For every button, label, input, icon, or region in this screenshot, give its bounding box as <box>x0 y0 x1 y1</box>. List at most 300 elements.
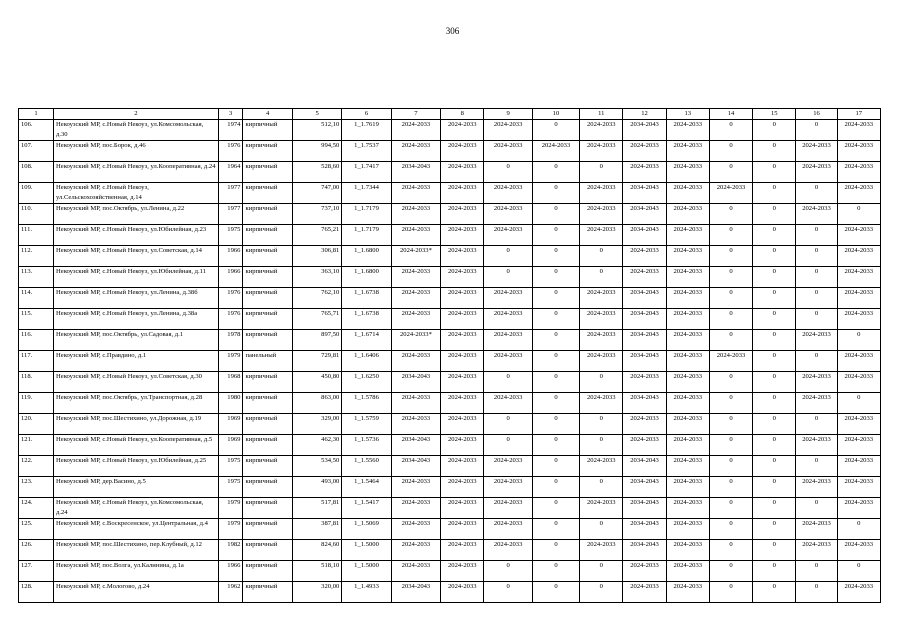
row-number: 127. <box>19 561 54 582</box>
table-cell: 2024-2033 <box>484 120 532 141</box>
table-cell: 493,00 <box>292 477 341 498</box>
table-cell: 387,81 <box>292 519 341 540</box>
table-cell: кирпичный <box>243 498 292 519</box>
table-cell: 2024-2033 <box>666 288 709 309</box>
table-cell: 2024-2033 <box>441 393 484 414</box>
row-number: 126. <box>19 540 54 561</box>
table-cell: 2024-2033 <box>441 561 484 582</box>
table-cell: 0 <box>753 120 796 141</box>
table-cell: 2024-2033 <box>441 477 484 498</box>
table-cell: 2034-2043 <box>623 120 666 141</box>
table-cell: 2024-2033 <box>666 120 709 141</box>
table-cell: 2024-2033 <box>796 162 837 183</box>
table-cell: 0 <box>753 183 796 204</box>
table-cell: 2024-2033 <box>666 456 709 477</box>
address-cell: Некоузский МР, пос.Октябрь, ул.Садовая, д.1 <box>54 330 219 351</box>
table-cell: 2034-2043 <box>623 351 666 372</box>
table-row <box>19 162 881 183</box>
table-cell: 1_1.6714 <box>342 330 391 351</box>
table-cell: кирпичный <box>243 120 292 141</box>
table-cell: 0 <box>532 309 579 330</box>
table-cell: 0 <box>796 561 837 582</box>
table-cell: 2024-2033 <box>484 225 532 246</box>
table-row <box>19 456 881 477</box>
table-cell: 2024-2033 <box>441 267 484 288</box>
table-cell: 0 <box>484 372 532 393</box>
table-cell: 1_1.6250 <box>342 372 391 393</box>
table-cell: 2024-2033 <box>484 456 532 477</box>
table-cell: 2024-2033 <box>837 183 880 204</box>
table-cell: 2024-2033 <box>441 246 484 267</box>
table-cell: кирпичный <box>243 540 292 561</box>
table-cell: 0 <box>753 267 796 288</box>
table-cell: 2024-2033 <box>391 288 440 309</box>
table-cell: 0 <box>753 372 796 393</box>
table-cell: 2024-2033 <box>666 246 709 267</box>
address-cell: Некоузский МР, с.Новый Некоуз, ул.Юбилейная, д.11 <box>54 267 219 288</box>
table-cell: 0 <box>709 519 752 540</box>
table-row <box>19 540 881 561</box>
table-cell: 1966 <box>218 561 243 582</box>
table-cell: 2024-2033 <box>484 477 532 498</box>
table-cell: 0 <box>532 267 579 288</box>
table-row <box>19 498 881 519</box>
column-header-1: 1 <box>19 109 54 120</box>
table-cell: 2024-2033 <box>837 477 880 498</box>
table-cell: 1_1.7417 <box>342 162 391 183</box>
table-row <box>19 435 881 456</box>
table-cell: 2024-2033 <box>666 183 709 204</box>
table-cell: 2024-2033 <box>666 204 709 225</box>
row-number: 108. <box>19 162 54 183</box>
table-cell: 0 <box>709 288 752 309</box>
table-cell: 0 <box>709 330 752 351</box>
table-cell: 2024-2033 <box>441 519 484 540</box>
column-header-row <box>19 109 881 120</box>
table-cell: 0 <box>532 498 579 519</box>
table-cell: 2024-2033 <box>484 351 532 372</box>
table-cell: 2024-2033 <box>484 288 532 309</box>
row-number: 114. <box>19 288 54 309</box>
table-cell: кирпичный <box>243 414 292 435</box>
table-cell: 0 <box>753 540 796 561</box>
table-cell: 2024-2033 <box>484 204 532 225</box>
table-cell: 2024-2033 <box>580 540 623 561</box>
table-cell: 0 <box>753 288 796 309</box>
table-cell: 0 <box>532 120 579 141</box>
table-cell: 0 <box>796 456 837 477</box>
table-cell: 2024-2033 <box>580 183 623 204</box>
table-cell: 2024-2033 <box>391 267 440 288</box>
table-cell: 1969 <box>218 414 243 435</box>
table-cell: 2024-2033 <box>796 393 837 414</box>
table-cell: 2024-2033 <box>837 267 880 288</box>
table-cell: 2024-2033 <box>837 540 880 561</box>
column-header-16: 16 <box>796 109 837 120</box>
row-number: 110. <box>19 204 54 225</box>
table-cell: 2024-2033 <box>796 330 837 351</box>
table-cell: 2024-2033 <box>441 435 484 456</box>
table-cell: 0 <box>796 183 837 204</box>
table-cell: 0 <box>532 582 579 603</box>
address-cell: Некоузский МР, дер.Васино, д.5 <box>54 477 219 498</box>
address-cell: Некоузский МР, с.Новый Некоуз, ул.Комсомольская, д.30 <box>54 120 219 141</box>
table-row <box>19 372 881 393</box>
table-cell: 1982 <box>218 540 243 561</box>
table-cell: 2024-2033 <box>391 393 440 414</box>
table-cell: 0 <box>532 435 579 456</box>
table-cell: 729,81 <box>292 351 341 372</box>
table-cell: 0 <box>709 435 752 456</box>
table-cell: 0 <box>580 267 623 288</box>
table-cell: 0 <box>796 582 837 603</box>
column-header-15: 15 <box>753 109 796 120</box>
table-cell: 363,10 <box>292 267 341 288</box>
table-cell: 0 <box>532 561 579 582</box>
table-cell: 1_1.5736 <box>342 435 391 456</box>
table-cell: кирпичный <box>243 372 292 393</box>
table-cell: 1_1.5786 <box>342 393 391 414</box>
table-cell: 1_1.5759 <box>342 414 391 435</box>
address-cell: Некоузский МР, с.Новый Некоуз, ул.Советская, д.14 <box>54 246 219 267</box>
table-cell: 2024-2033 <box>484 498 532 519</box>
table-cell: 0 <box>753 393 796 414</box>
table-cell: 2024-2033 <box>441 372 484 393</box>
column-header-3: 3 <box>218 109 243 120</box>
table-cell: 0 <box>796 246 837 267</box>
table-cell: кирпичный <box>243 435 292 456</box>
table-cell: 517,81 <box>292 498 341 519</box>
table-row <box>19 246 881 267</box>
table-cell: 2024-2033 <box>484 519 532 540</box>
address-cell: Некоузский МР, с.Новый Некоуз, ул.Кооперативная, д.5 <box>54 435 219 456</box>
table-cell: 2024-2033 <box>837 456 880 477</box>
table-cell: 2034-2043 <box>391 162 440 183</box>
table-cell: 0 <box>753 477 796 498</box>
table-cell: 2024-2033 <box>796 204 837 225</box>
column-header-9: 9 <box>484 109 532 120</box>
table-cell: 2024-2033 <box>666 582 709 603</box>
table-cell: 462,30 <box>292 435 341 456</box>
table-cell: 0 <box>532 393 579 414</box>
table-cell: 0 <box>484 162 532 183</box>
table-cell: 1969 <box>218 435 243 456</box>
table-cell: 2024-2033 <box>796 141 837 162</box>
table-cell: 2024-2033 <box>580 309 623 330</box>
address-cell: Некоузский МР, с.Новый Некоуз, ул.Кооперативная, д.24 <box>54 162 219 183</box>
table-cell: 1_1.5000 <box>342 540 391 561</box>
table-cell: 2034-2043 <box>391 372 440 393</box>
table-cell: 0 <box>796 225 837 246</box>
table-row <box>19 519 881 540</box>
table-cell: 1_1.7344 <box>342 183 391 204</box>
table-cell: 0 <box>796 288 837 309</box>
table-cell: 2024-2033 <box>391 519 440 540</box>
table-cell: 2024-2033 <box>580 351 623 372</box>
table-cell: кирпичный <box>243 477 292 498</box>
table-cell: 0 <box>532 372 579 393</box>
table-cell: 824,60 <box>292 540 341 561</box>
table-cell: кирпичный <box>243 330 292 351</box>
table-cell: 2034-2043 <box>623 477 666 498</box>
table-cell: 0 <box>532 225 579 246</box>
table-cell: 2034-2043 <box>623 183 666 204</box>
table-cell: 0 <box>532 288 579 309</box>
address-cell: Некоузский МР, с.Новый Некоуз, ул.Советская, д.30 <box>54 372 219 393</box>
table-cell: 0 <box>709 582 752 603</box>
address-cell: Некоузский МР, пос.Волга, ул.Калинина, д.1а <box>54 561 219 582</box>
table-cell: 2024-2033 <box>837 435 880 456</box>
table-cell: 2024-2033 <box>666 162 709 183</box>
address-cell: Некоузский МР, пос.Борок, д.46 <box>54 141 219 162</box>
table-row <box>19 267 881 288</box>
column-header-14: 14 <box>709 109 752 120</box>
table-cell: 0 <box>709 246 752 267</box>
table-cell: 0 <box>837 330 880 351</box>
table-cell: 2024-2033 <box>623 561 666 582</box>
column-header-8: 8 <box>441 109 484 120</box>
table-cell: 1976 <box>218 309 243 330</box>
table-cell: кирпичный <box>243 288 292 309</box>
table-cell: 1979 <box>218 498 243 519</box>
table-cell: 2024-2033 <box>391 498 440 519</box>
table-cell: 0 <box>709 162 752 183</box>
table-cell: 1978 <box>218 330 243 351</box>
table-cell: 0 <box>580 246 623 267</box>
row-number: 117. <box>19 351 54 372</box>
row-number: 113. <box>19 267 54 288</box>
table-cell: кирпичный <box>243 246 292 267</box>
table-cell: 2024-2033 <box>837 141 880 162</box>
address-cell: Некоузский МР, с.Правдино, д.1 <box>54 351 219 372</box>
table-row <box>19 414 881 435</box>
table-cell: 2024-2033 <box>441 330 484 351</box>
address-cell: Некоузский МР, с.Воскресенское, ул.Центральная, д.4 <box>54 519 219 540</box>
table-cell: 1966 <box>218 267 243 288</box>
row-number: 124. <box>19 498 54 519</box>
table-cell: 2034-2043 <box>623 309 666 330</box>
table-cell: 2024-2033 <box>709 183 752 204</box>
table-cell: 1975 <box>218 225 243 246</box>
table-cell: 2024-2033 <box>441 120 484 141</box>
table-cell: 2034-2043 <box>623 519 666 540</box>
table-row <box>19 561 881 582</box>
row-number: 115. <box>19 309 54 330</box>
table-cell: 0 <box>709 498 752 519</box>
table-cell: 0 <box>753 246 796 267</box>
table-cell: 2024-2033 <box>666 414 709 435</box>
table-cell: 0 <box>753 330 796 351</box>
table-cell: 2034-2043 <box>623 456 666 477</box>
row-number: 112. <box>19 246 54 267</box>
table-cell: 2034-2043 <box>623 393 666 414</box>
table-cell: 0 <box>837 561 880 582</box>
table-cell: 2034-2043 <box>623 204 666 225</box>
column-header-4: 4 <box>243 109 292 120</box>
table-cell: 0 <box>753 162 796 183</box>
table-cell: 2034-2043 <box>623 330 666 351</box>
table-cell: 2024-2033 <box>666 498 709 519</box>
address-cell: Некоузский МР, с.Новый Некоуз, ул.Ленина, д.38б <box>54 288 219 309</box>
row-number: 125. <box>19 519 54 540</box>
table-cell: 2024-2033 <box>580 120 623 141</box>
table-cell: 0 <box>532 204 579 225</box>
table-cell: 0 <box>796 351 837 372</box>
table-cell: 2024-2033 <box>666 372 709 393</box>
table-cell: 2024-2033 <box>580 393 623 414</box>
table-cell: 2024-2033 <box>391 414 440 435</box>
table-cell: 2024-2033 <box>484 393 532 414</box>
table-cell: 2024-2033 <box>441 414 484 435</box>
row-number: 116. <box>19 330 54 351</box>
table-cell: 2024-2033 <box>666 267 709 288</box>
table-cell: 2024-2033 <box>837 225 880 246</box>
table-cell: 0 <box>753 351 796 372</box>
table-cell: 2034-2043 <box>623 225 666 246</box>
table-cell: 2024-2033 <box>580 498 623 519</box>
table-cell: 0 <box>580 582 623 603</box>
table-cell: 1_1.6406 <box>342 351 391 372</box>
address-cell: Некоузский МР, с.Новый Некоуз, ул.Юбилейная, д.23 <box>54 225 219 246</box>
address-cell: Некоузский МР, с.Новый Некоуз, ул.Ленина, д.38а <box>54 309 219 330</box>
table-cell: 0 <box>580 162 623 183</box>
table-cell: 1_1.6800 <box>342 267 391 288</box>
table-cell: 2024-2033 <box>580 204 623 225</box>
table-cell: 0 <box>484 246 532 267</box>
table-cell: 2024-2033 <box>837 414 880 435</box>
table-cell: 0 <box>753 456 796 477</box>
column-header-13: 13 <box>666 109 709 120</box>
table-cell: 0 <box>709 540 752 561</box>
row-number: 120. <box>19 414 54 435</box>
table-cell: 2024-2033 <box>666 330 709 351</box>
table-row <box>19 393 881 414</box>
table-cell: кирпичный <box>243 267 292 288</box>
table-cell: 2024-2033 <box>484 183 532 204</box>
table-cell: 0 <box>532 183 579 204</box>
page-number: 306 <box>445 26 460 36</box>
table-cell: 2024-2033 <box>441 540 484 561</box>
table-cell: 2024-2033 <box>796 477 837 498</box>
table-cell: 2024-2033 <box>441 141 484 162</box>
row-number: 106. <box>19 120 54 141</box>
address-cell: Некоузский МР, с.Новый Некоуз, ул.Юбилейная, д.25 <box>54 456 219 477</box>
table-cell: 863,00 <box>292 393 341 414</box>
table-cell: 897,50 <box>292 330 341 351</box>
table-cell: 2024-2033 <box>484 540 532 561</box>
table-cell: 2024-2033 <box>391 141 440 162</box>
table-cell: 0 <box>484 582 532 603</box>
table-cell: 534,50 <box>292 456 341 477</box>
table-cell: 1_1.7619 <box>342 120 391 141</box>
table-cell: 0 <box>532 162 579 183</box>
table-cell: 2024-2033 <box>441 456 484 477</box>
table-cell: 0 <box>709 561 752 582</box>
table-cell: 0 <box>709 456 752 477</box>
table-cell: 2024-2033 <box>666 393 709 414</box>
table-cell: 2024-2033 <box>391 477 440 498</box>
table-cell: 2024-2033 <box>623 582 666 603</box>
table-cell: 1962 <box>218 582 243 603</box>
table-cell: 0 <box>532 414 579 435</box>
table-cell: кирпичный <box>243 225 292 246</box>
table-cell: 1_1.6800 <box>342 246 391 267</box>
table-cell: 1_1.5417 <box>342 498 391 519</box>
table-cell: 0 <box>532 519 579 540</box>
column-header-2: 2 <box>54 109 219 120</box>
table-cell: 0 <box>753 414 796 435</box>
table-cell: 2024-2033 <box>837 309 880 330</box>
table-cell: 2024-2033 <box>580 141 623 162</box>
table-cell: 0 <box>709 393 752 414</box>
table-cell: 2024-2033 <box>666 351 709 372</box>
table-cell: 0 <box>532 330 579 351</box>
table-cell: 0 <box>580 435 623 456</box>
address-cell: Некоузский МР, с.Мологово, д.24 <box>54 582 219 603</box>
table-cell: 0 <box>484 414 532 435</box>
table-cell: 1_1.5464 <box>342 477 391 498</box>
table-cell: 2034-2043 <box>623 540 666 561</box>
table-cell: 747,00 <box>292 183 341 204</box>
table-cell: 2024-2033 <box>666 435 709 456</box>
table-cell: 2024-2033 <box>837 120 880 141</box>
column-header-5: 5 <box>292 109 341 120</box>
table-cell: 0 <box>709 309 752 330</box>
table-cell: 0 <box>753 519 796 540</box>
table-cell: 0 <box>532 351 579 372</box>
table-cell: 2024-2033 <box>623 162 666 183</box>
table-cell: 2024-2033 <box>837 351 880 372</box>
table-cell: 2034-2043 <box>623 498 666 519</box>
table-row <box>19 582 881 603</box>
column-header-6: 6 <box>342 109 391 120</box>
table-row <box>19 309 881 330</box>
table-cell: 2024-2033 <box>623 246 666 267</box>
table-cell: 2024-2033 <box>441 162 484 183</box>
table-cell: 1974 <box>218 120 243 141</box>
row-number: 123. <box>19 477 54 498</box>
column-header-17: 17 <box>837 109 880 120</box>
table-cell: 1_1.7537 <box>342 141 391 162</box>
table-cell: 0 <box>709 141 752 162</box>
table-cell: 0 <box>532 477 579 498</box>
table-cell: 1968 <box>218 372 243 393</box>
table-cell: 2024-2033 <box>441 351 484 372</box>
housing-table <box>18 108 881 603</box>
table-cell: 512,10 <box>292 120 341 141</box>
table-cell: 2024-2033 <box>623 435 666 456</box>
table-cell: 0 <box>580 519 623 540</box>
table-cell: 994,50 <box>292 141 341 162</box>
table-cell: 2034-2043 <box>391 435 440 456</box>
table-cell: кирпичный <box>243 582 292 603</box>
table-cell: 1_1.7179 <box>342 225 391 246</box>
table-cell: 2024-2033 <box>837 372 880 393</box>
table-cell: 2024-2033 <box>837 498 880 519</box>
table-cell: 2024-2033 <box>441 498 484 519</box>
table-cell: 2024-2033 <box>796 540 837 561</box>
table-cell: 0 <box>709 120 752 141</box>
table-cell: 2024-2033 <box>580 330 623 351</box>
table-cell: 0 <box>709 267 752 288</box>
address-cell: Некоузский МР, с.Новый Некоуз, ул.Комсомольская, д.24 <box>54 498 219 519</box>
table-cell: 0 <box>532 540 579 561</box>
table-cell: 2024-2033 <box>441 309 484 330</box>
table-cell: 2024-2033 <box>441 582 484 603</box>
row-number: 107. <box>19 141 54 162</box>
table-cell: 0 <box>753 582 796 603</box>
table-cell: 1976 <box>218 288 243 309</box>
